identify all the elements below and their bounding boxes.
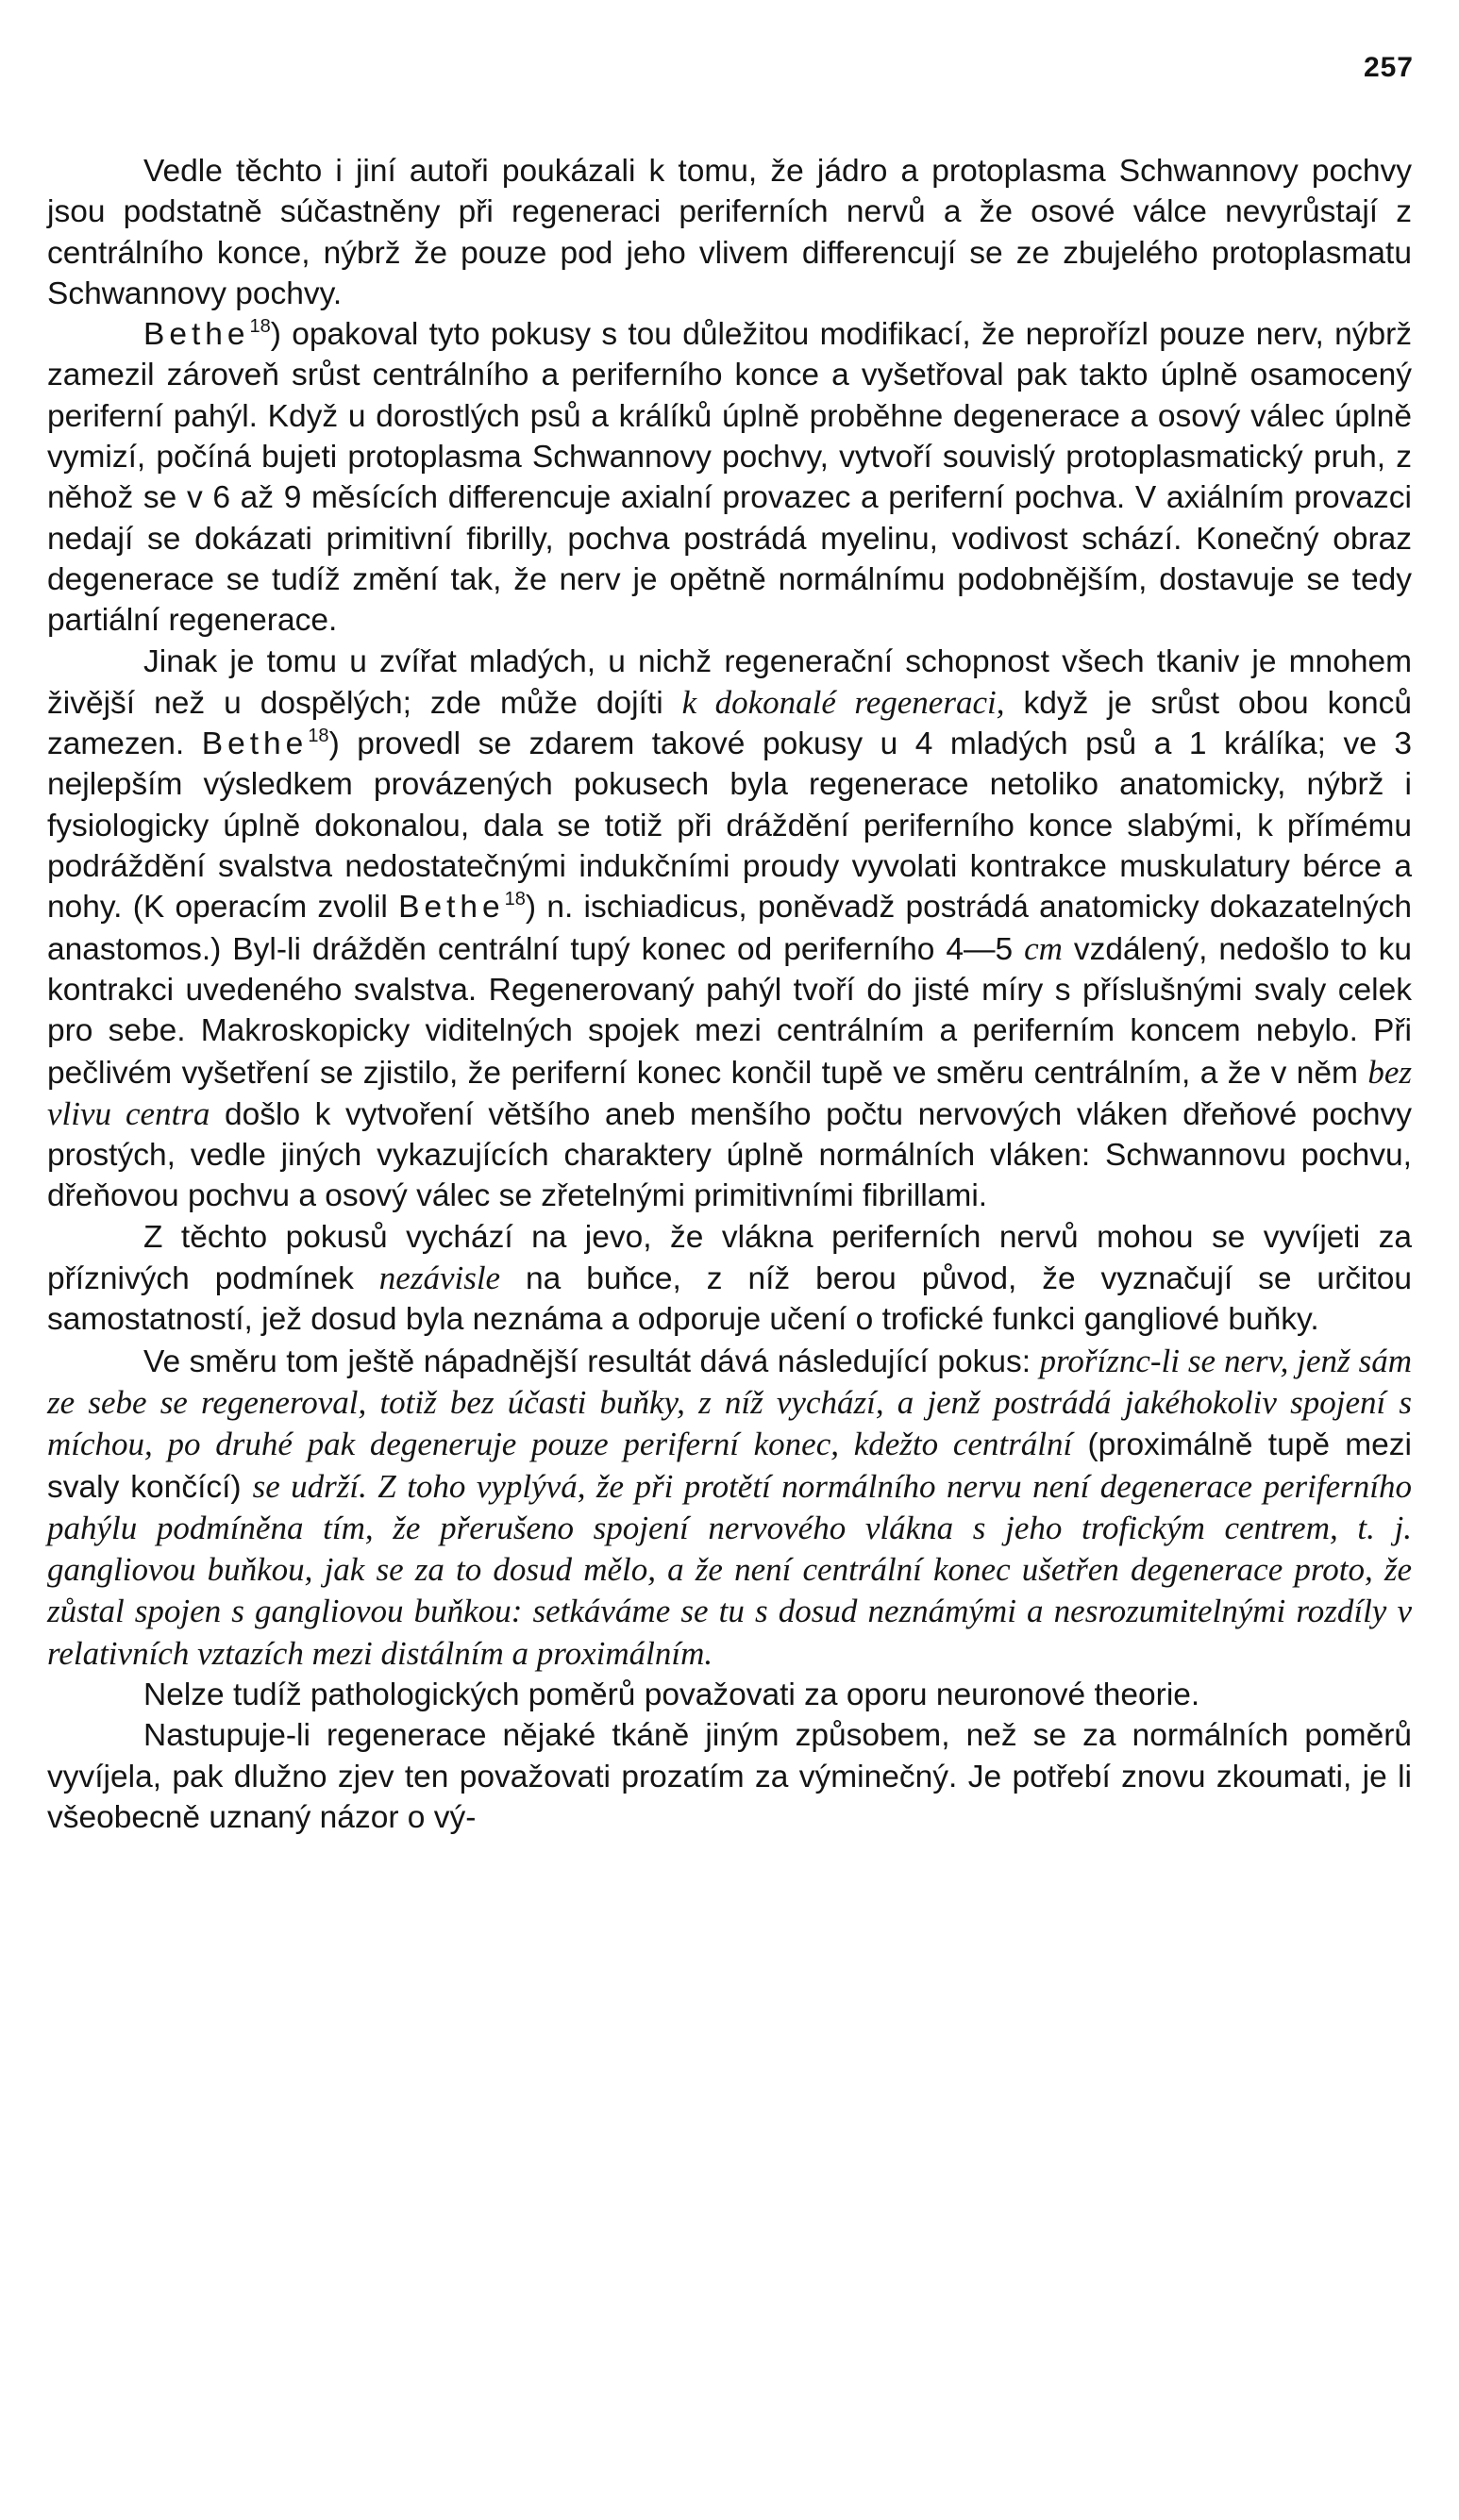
italic-run: cm (1024, 929, 1063, 967)
paragraph-6: Nelze tudíž pathologických poměrů považovati za oporu neuronové theorie. (143, 1677, 1200, 1712)
text-run: vzdálený, nedošlo to ku kontrakci uvedeného svalstva. Regenerovaný pahýl tvoří do jisté míry s příslušnými svaly celek pro sebe. Makroskopicky viditelných spojek mezi centrálním a periferním koncem nebylo. Při pečlivém vyšetření se zjistilo, že periferní konec končil tupě ve směru centrálním, a že v něm (47, 931, 1413, 1091)
italic-run: proříznc-li se nerv, jenž sám ze sebe se regeneroval, totiž bez účasti buňky, z níž vychází, a jenž postrádá jakéhokoliv spojení s míchou, po druhé pak degeneruje pouze periferní konec, kdežto centrální (47, 1342, 1412, 1463)
page-number: 257 (1363, 52, 1414, 83)
text-run: ) provedl se zdarem takové pokusy u 4 mladých psů a 1 králíka; ve 3 nejlepším výsledkem provázených pokusech byla regenerace netoliko anatomicky, nýbrž i fysiologicky úplně dokonalou, dala se totiž při dráždění periferního konce slabými, k přímému podráždění svalstva nedostatečnými indukčními proudy vyvolati kontrakce muskulatury bérce a nohy. (K operacím zvolil (47, 726, 1413, 926)
italic-run: k dokonalé regeneraci, (681, 683, 1005, 721)
text-run: když je srůst obou konců zamezen. (47, 685, 1412, 762)
italic-run: bez vlivu centra (47, 1053, 1412, 1132)
paragraph-5 (47, 1341, 1412, 1675)
paragraph-2-text: ) opakoval tyto pokusy s tou důležitou modifikací, že neprořízl pouze nerv, nýbrž zamezil zároveň srůst centrálního a periferního konce a vyšetřoval pak takto úplně osamocený periferní pahýl. Když u dorostlých psů a králíků úplně proběhne degenerace a osový válec úplně vymizí, počíná bujeti protoplasma Schwannovy pochvy, vytvoří souvislý protoplasmatický pruh, z něhož se v 6 až 9 měsících differencuje axialní provazec a periferní pochva. V axiálním provazci nedají se dokázati primitivní fibrilly, pochva postrádá myelinu, vodivost schází. Konečný obraz degenerace se tudíž změní tak, že nerv je opětně normálnímu podobnějším, dostavuje se tedy partiální regenerace. (47, 317, 1412, 639)
text-run: Ve směru tom ještě nápadnější resultát dává následující pokus: (143, 1343, 1040, 1379)
text-run: ) n. ischiadicus, poněvadž postrádá anatomicky dokazatelných anastomos.) Byl-li drážděn centrální tupý konec od periferního 4—5 (47, 890, 1413, 967)
paragraph-4 (47, 1217, 1412, 1341)
author-name: Bethe (201, 726, 309, 762)
author-name: Bethe (398, 890, 505, 926)
text-run: na buňce, z níž berou původ, že vyznačují se určitou samostatností, jež dosud byla neznáma a odporuje učení o trofické funkci gangliové buňky. (47, 1261, 1412, 1338)
author-name: Bethe (143, 317, 250, 353)
reference-number: 18 (249, 316, 271, 338)
text-run: Jinak je tomu u zvířat mladých, u nichž regenerační schopnost všech tkaniv je mnohem živější než u dospělých; zde může dojíti (47, 643, 1412, 721)
paragraph-1: Vedle těchto i jiní autoři poukázali k tomu, že jádro a protoplasma Schwannovy pochvy jsou podstatně súčastněny při regeneraci periferních nervů a že osové válce nevyrůstají z centrálního konce, nýbrž že pouze pod jeho vlivem differencují se ze zbujelého protoplasmatu Schwannovy pochvy. (47, 154, 1412, 311)
italic-run: se udrží. Z toho vyplývá, že při protětí normálního nervu není degenerace periferního pahýlu podmíněna tím, že přerušeno spojení nervového vlákna s jeho trofickým centrem, t. j. gangliovou buňkou, jak se za to dosud mělo, a že není centrální konec ušetřen degenerace proto, že zůstal spojen s gangliovou buňkou: setkáváme se tu s dosud neznámými a nesrozumitelnými rozdíly v relativních vztazích mezi distálním a proximálním. (47, 1467, 1412, 1672)
paragraph-2 (47, 314, 1412, 641)
paragraph-3 (47, 642, 1412, 1217)
italic-run: nezávisle (378, 1260, 501, 1297)
reference-number: 18 (504, 889, 526, 910)
paragraph-7: Nastupuje-li regenerace nějaké tkáně jiným způsobem, než se za normálních poměrů vyvíjela, pak dlužno zjev ten považovati prozatím za výminečný. Je potřebí znovu zkoumati, je li všeobecně uznaný názor o vý- (47, 1718, 1412, 1835)
reference-number: 18 (308, 726, 329, 747)
text-run: (proximálně tupě mezi svaly končící) (47, 1427, 1412, 1505)
body-text (47, 151, 1412, 1838)
text-run: Z těchto pokusů vychází na jevo, že vlákna periferních nervů mohou se vyvíjeti za příznivých podmínek (47, 1219, 1412, 1297)
text-run: došlo k vytvoření většího aneb menšího počtu nervových vláken dřeňové pochvy prostých, vedle jiných vykazujících charaktery úplně normálních vláken: Schwannovu pochvu, dřeňovou pochvu a osový válec se zřetelnými primitivními fibrillami. (47, 1096, 1412, 1214)
